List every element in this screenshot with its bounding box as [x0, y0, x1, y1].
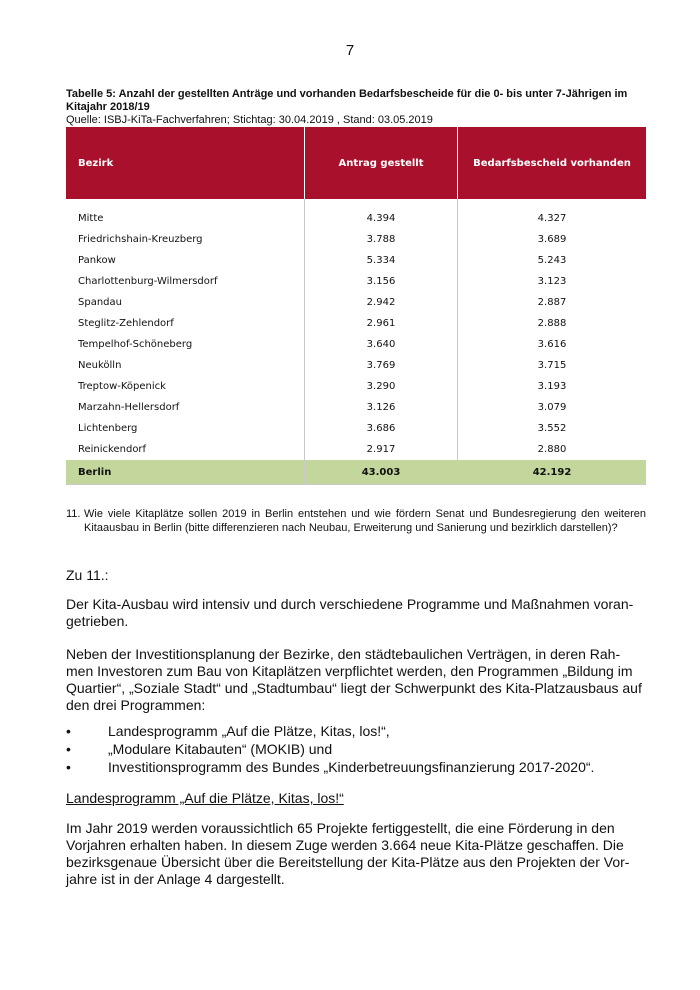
cell-bezirk: Treptow-Köpenick — [66, 376, 305, 397]
cell-bezirk: Lichtenberg — [66, 418, 305, 439]
cell-bezirk: Steglitz-Zehlendorf — [66, 313, 305, 334]
table-row — [66, 334, 646, 355]
list-item: • „Modulare Kitabauten“ (MOKIB) und — [66, 741, 333, 757]
applications-table — [66, 127, 646, 485]
cell-bescheid: 3.616 — [537, 339, 567, 350]
cell-antrag: 3.769 — [305, 355, 458, 376]
cell-bezirk: Spandau — [66, 292, 305, 313]
table-title: Tabelle 5: Anzahl der gestellten Anträge und vorhanden Bedarfsbescheide für die 0- bis unter 7-Jährigen im Kitajahr 2018/19 — [66, 88, 628, 113]
list-item-text: Investitionsprogramm des Bundes „Kinderbetreuungsfinanzierung 2017-2020“. — [108, 759, 595, 775]
cell-antrag: 3.290 — [305, 376, 458, 397]
table-row — [66, 397, 646, 418]
cell-bezirk: Friedrichshain-Kreuzberg — [66, 229, 305, 250]
program-subheading: Landesprogramm „Auf die Plätze, Kitas, los!“ — [66, 790, 344, 806]
cell-antrag: 3.156 — [305, 271, 458, 292]
cell-bescheid: 3.079 — [537, 402, 567, 413]
cell-bescheid: 2.887 — [537, 297, 567, 308]
table-header-row — [66, 127, 646, 199]
list-item: • Landesprogramm „Auf die Plätze, Kitas, los!“, — [66, 723, 390, 739]
table-total-row — [66, 460, 646, 485]
list-item-text: „Modulare Kitabauten“ (MOKIB) und — [108, 741, 333, 757]
cell-antrag: 43.003 — [305, 460, 458, 485]
cell-bescheid: 42.192 — [458, 460, 647, 485]
header-bescheid: Bedarfsbescheid vorhanden — [458, 127, 647, 199]
table-row — [66, 439, 646, 460]
cell-antrag: 3.788 — [305, 229, 458, 250]
header-bezirk: Bezirk — [66, 127, 305, 199]
table-source: Quelle: ISBJ-KiTa-Fachverfahren; Stichtag: 30.04.2019 , Stand: 03.05.2019 — [66, 114, 433, 126]
table-row — [66, 292, 646, 313]
cell-antrag: 2.917 — [305, 439, 458, 460]
cell-antrag: 4.394 — [305, 208, 458, 229]
cell-bezirk: Tempelhof-Schöneberg — [66, 334, 305, 355]
page-number: 7 — [345, 42, 355, 59]
header-antrag: Antrag gestellt — [305, 127, 458, 199]
question-number: 11. — [66, 508, 81, 520]
table-row — [66, 355, 646, 376]
cell-bezirk: Pankow — [66, 250, 305, 271]
cell-bezirk: Mitte — [66, 208, 305, 229]
table-caption — [66, 88, 646, 127]
question-text: Wie viele Kitaplätze sollen 2019 in Berlin entstehen und wie fördern Senat und Bundesregierung den weiteren Kitaausbau in Berlin (bitte differenzieren nach Neubau, Erweiterung und Sanierung und bezirklich darstellen)? — [84, 508, 646, 534]
cell-bezirk: Charlottenburg-Wilmersdorf — [66, 271, 305, 292]
cell-bezirk: Neukölln — [66, 355, 305, 376]
cell-bescheid: 2.880 — [537, 444, 567, 455]
table-row — [66, 271, 646, 292]
program-list — [66, 722, 646, 776]
cell-bescheid: 5.243 — [537, 255, 567, 266]
cell-antrag: 2.961 — [305, 313, 458, 334]
cell-antrag: 3.686 — [305, 418, 458, 439]
cell-bescheid: 3.193 — [537, 381, 567, 392]
cell-bezirk: Reinickendorf — [66, 439, 305, 460]
table-row — [66, 208, 646, 229]
table-row — [66, 376, 646, 397]
table-row — [66, 229, 646, 250]
cell-bescheid: 3.689 — [537, 234, 567, 245]
answer-paragraph-2: Neben der Investitionsplanung der Bezirke, den städtebaulichen Verträgen, in deren Rah-men Investoren zum Bau von Kitaplätzen verpflichtet werden, den Programmen „Bildung im Quartier“, „Soziale Stadt“ und „Stadtumbau“ liegt der Schwerpunkt des Kita-Platzausbaus auf den drei Programmen: — [66, 646, 642, 713]
cell-antrag: 5.334 — [305, 250, 458, 271]
cell-antrag: 3.126 — [305, 397, 458, 418]
answer-paragraph-3: Im Jahr 2019 werden voraussichtlich 65 Projekte fertiggestellt, die eine Förderung in den Vorjahren erhalten haben. In diesem Zuge werden 3.664 neue Kita-Plätze geschaffen. Die bezirksgenaue Übersicht über die Bereitstellung der Kita-Plätze aus den Projekten der Vor-jahre ist in der Anlage 4 dargestellt. — [66, 820, 630, 887]
cell-bezirk: Marzahn-Hellersdorf — [66, 397, 305, 418]
table-body — [66, 199, 646, 485]
table-row — [66, 418, 646, 439]
cell-bescheid: 4.327 — [537, 213, 567, 224]
cell-antrag: 3.640 — [305, 334, 458, 355]
cell-bezirk: Berlin — [66, 460, 305, 485]
table-row — [66, 313, 646, 334]
answer-paragraph-1: Der Kita-Ausbau wird intensiv und durch verschiedene Programme und Maßnahmen voran-getrieben. — [66, 596, 634, 629]
answer-heading: Zu 11.: — [66, 567, 109, 583]
list-item-text: Landesprogramm „Auf die Plätze, Kitas, los!“, — [108, 723, 390, 739]
cell-bescheid: 3.552 — [537, 423, 567, 434]
cell-bescheid: 3.715 — [537, 360, 567, 371]
cell-bescheid: 3.123 — [537, 276, 567, 287]
cell-bescheid: 2.888 — [537, 318, 567, 329]
table-row — [66, 250, 646, 271]
question-11 — [66, 508, 646, 535]
cell-antrag: 2.942 — [305, 292, 458, 313]
list-item: • Investitionsprogramm des Bundes „Kinderbetreuungsfinanzierung 2017-2020“. — [66, 759, 595, 775]
